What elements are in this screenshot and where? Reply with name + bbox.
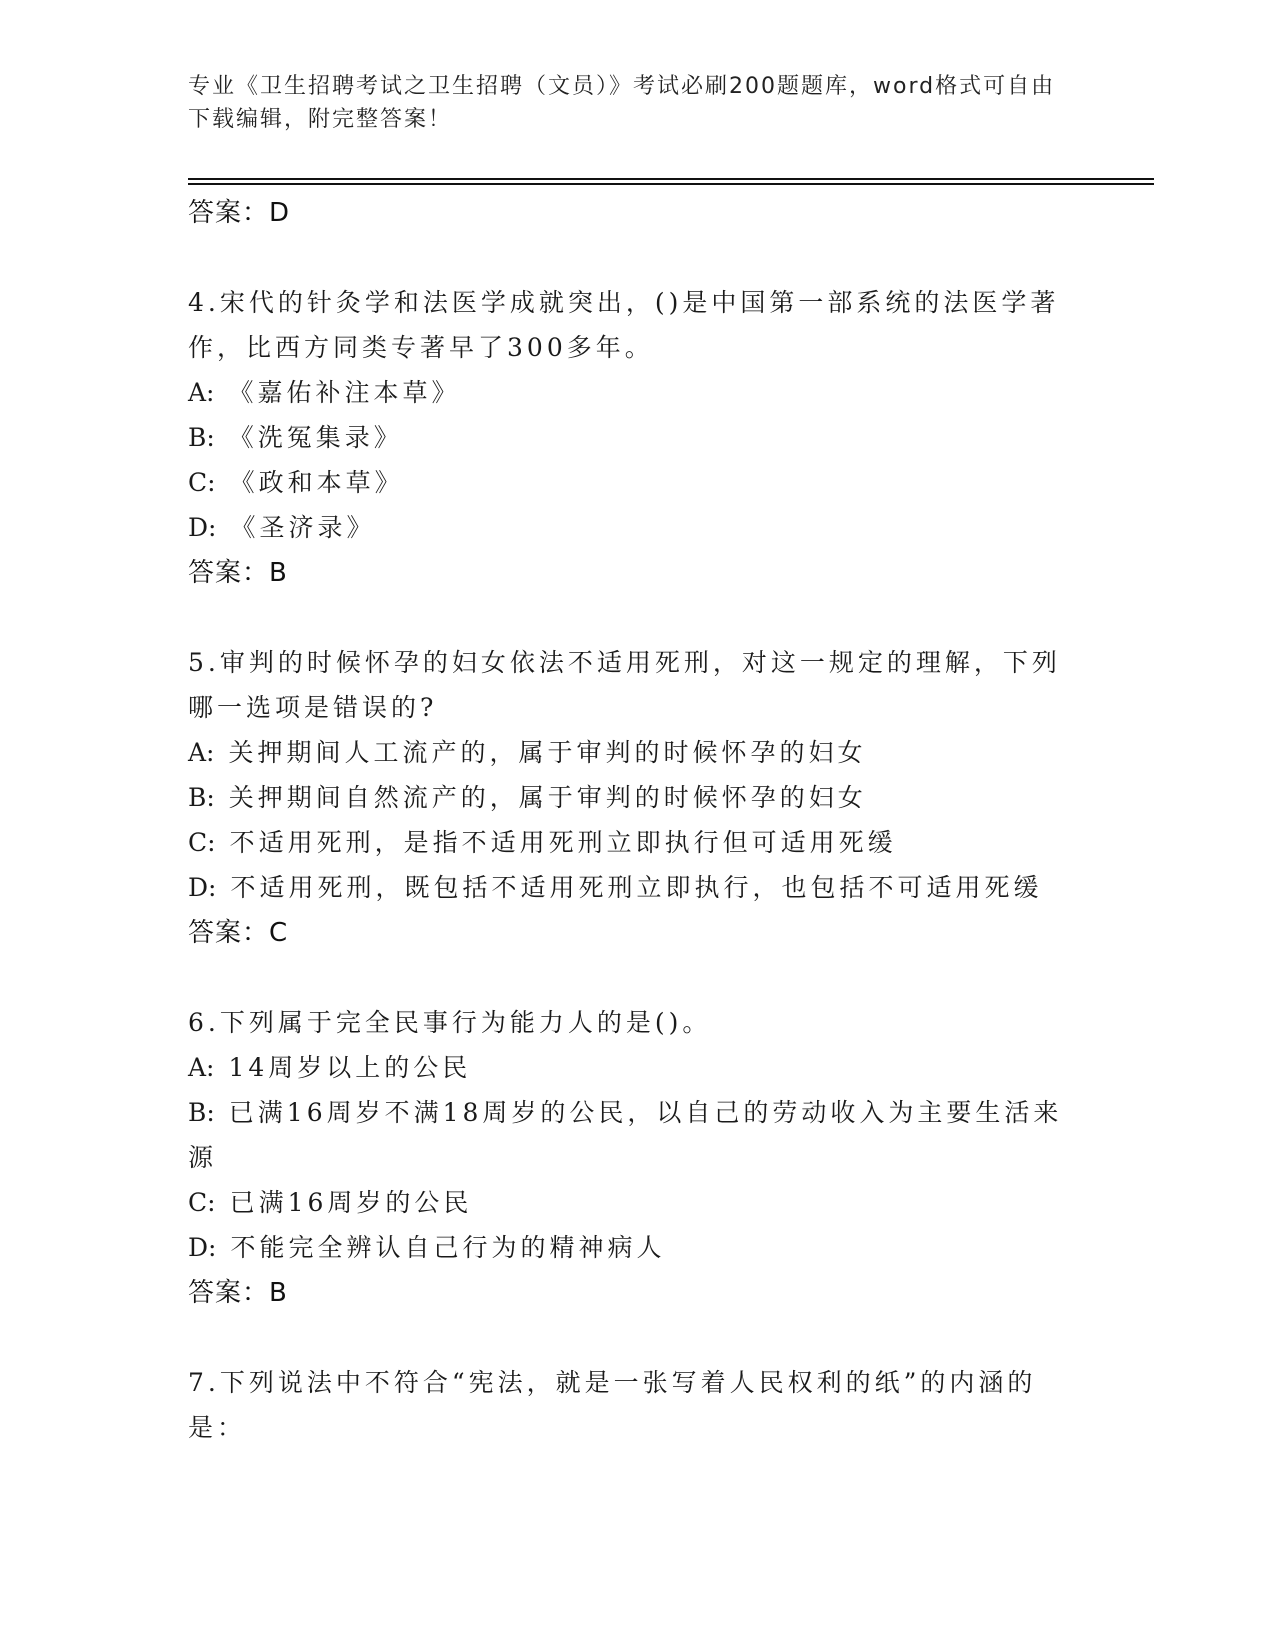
option-letter: C: bbox=[188, 468, 216, 497]
question-list bbox=[188, 190, 1088, 1450]
document-header bbox=[188, 70, 1078, 136]
option-b bbox=[188, 415, 1088, 460]
question-6 bbox=[188, 1000, 1088, 1316]
option-c bbox=[188, 460, 1088, 505]
option-letter: B: bbox=[188, 783, 215, 812]
question-5 bbox=[188, 640, 1088, 956]
option-a bbox=[188, 370, 1088, 415]
question-text: 7.下列说法中不符合“宪法，就是一张写着人民权利的纸”的内涵的是： bbox=[188, 1368, 1037, 1442]
option-text: 已满16周岁不满18周岁的公民，以自己的劳动收入为主要生活来源 bbox=[188, 1098, 1063, 1172]
option-a bbox=[188, 730, 1088, 775]
option-text: 不适用死刑，既包括不适用死刑立即执行，也包括不可适用死缓 bbox=[230, 873, 1043, 902]
answer-line: 答案：C bbox=[188, 918, 289, 948]
option-letter: A: bbox=[188, 378, 215, 407]
option-text: 关押期间自然流产的，属于审判的时候怀孕的妇女 bbox=[228, 783, 867, 812]
option-letter: D: bbox=[188, 1233, 217, 1262]
answer-line: 答案：D bbox=[188, 198, 291, 228]
option-a bbox=[188, 1045, 1088, 1090]
option-letter: D: bbox=[188, 873, 217, 902]
option-text: 14周岁以上的公民 bbox=[228, 1053, 472, 1082]
question-text: 4.宋代的针灸学和法医学成就突出，()是中国第一部系统的法医学著作，比西方同类专著早了300多年。 bbox=[188, 288, 1060, 362]
option-d bbox=[188, 1225, 1088, 1270]
option-letter: B: bbox=[188, 1098, 215, 1127]
option-d bbox=[188, 505, 1088, 550]
option-letter: D: bbox=[188, 513, 217, 542]
header-rule-bottom bbox=[188, 183, 1154, 185]
question-7 bbox=[188, 1360, 1088, 1450]
option-letter: C: bbox=[188, 1188, 216, 1217]
option-text: 关押期间人工流产的，属于审判的时候怀孕的妇女 bbox=[228, 738, 867, 767]
question-text: 6.下列属于完全民事行为能力人的是()。 bbox=[188, 1008, 712, 1037]
header-rule-top bbox=[188, 178, 1154, 180]
option-text: 《圣济录》 bbox=[230, 513, 376, 542]
option-letter: A: bbox=[188, 738, 215, 767]
header-text: 专业《卫生招聘考试之卫生招聘（文员）》考试必刷200题题库，word格式可自由下载编辑，附完整答案！ bbox=[188, 74, 1056, 132]
option-text: 不能完全辨认自己行为的精神病人 bbox=[230, 1233, 666, 1262]
question-text: 5.审判的时候怀孕的妇女依法不适用死刑，对这一规定的理解，下列哪一选项是错误的? bbox=[188, 648, 1061, 722]
question-4 bbox=[188, 280, 1088, 596]
option-c bbox=[188, 1180, 1088, 1225]
option-c bbox=[188, 820, 1088, 865]
option-text: 《洗冤集录》 bbox=[228, 423, 403, 452]
option-letter: A: bbox=[188, 1053, 215, 1082]
option-letter: B: bbox=[188, 423, 215, 452]
option-b bbox=[188, 1090, 1088, 1180]
option-text: 已满16周岁的公民 bbox=[229, 1188, 473, 1217]
option-letter: C: bbox=[188, 828, 216, 857]
option-b bbox=[188, 775, 1088, 820]
option-text: 不适用死刑，是指不适用死刑立即执行但可适用死缓 bbox=[229, 828, 897, 857]
answer-line: 答案：B bbox=[188, 1278, 288, 1308]
option-text: 《嘉佑补注本草》 bbox=[228, 378, 461, 407]
option-text: 《政和本草》 bbox=[229, 468, 404, 497]
answer-line: 答案：B bbox=[188, 558, 288, 588]
option-d bbox=[188, 865, 1088, 910]
